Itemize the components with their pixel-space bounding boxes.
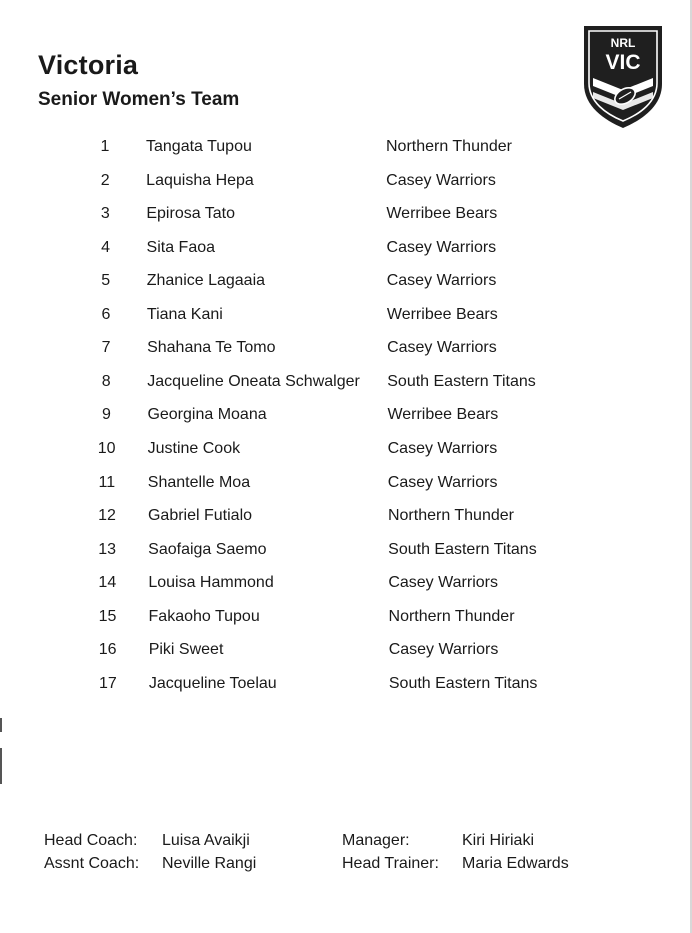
player-club: Northern Thunder: [387, 507, 514, 525]
roster-row: [90, 568, 650, 598]
player-club: Casey Warriors: [388, 641, 499, 659]
player-number: 3: [100, 205, 110, 223]
player-name: Piki Sweet: [148, 641, 224, 659]
player-number: 10: [97, 439, 116, 457]
roster-row: [91, 669, 651, 699]
roster-row: [90, 468, 650, 498]
player-club: Northern Thunder: [388, 607, 515, 625]
player-name: Jacqueline Oneata Schwalger: [147, 372, 360, 390]
player-club: Casey Warriors: [387, 473, 498, 491]
player-number: 17: [98, 674, 117, 692]
roster-row: [88, 166, 648, 196]
player-club: Casey Warriors: [386, 238, 497, 256]
roster-row: [88, 199, 648, 229]
player-number: 15: [98, 607, 117, 625]
player-club: Werribee Bears: [386, 205, 498, 223]
scan-edge-mark: [0, 718, 2, 732]
roster-row: [89, 233, 649, 263]
player-name: Laquisha Hepa: [146, 171, 254, 189]
player-name: Shahana Te Tomo: [147, 339, 276, 357]
player-name: Tangata Tupou: [146, 138, 252, 155]
player-club: South Eastern Titans: [388, 674, 538, 692]
player-name: Tiana Kani: [146, 305, 223, 323]
player-number: 6: [101, 305, 111, 323]
head-coach-value: Luisa Avaikji: [162, 832, 250, 849]
player-name: Shantelle Moa: [147, 473, 251, 491]
roster-row: [91, 635, 651, 665]
asst-coach-label: Assnt Coach:: [44, 855, 140, 872]
roster-row: [90, 434, 650, 464]
manager-value: Kiri Hiriaki: [462, 832, 534, 849]
logo-line2: VIC: [605, 51, 641, 74]
page-title: Victoria: [38, 50, 139, 80]
player-name: Zhanice Lagaaia: [146, 272, 266, 290]
player-number: 14: [98, 574, 117, 592]
nrl-vic-shield-logo-icon: [580, 22, 666, 130]
roster-row: [89, 367, 649, 397]
player-number: 12: [98, 507, 116, 525]
player-club: Casey Warriors: [386, 272, 497, 290]
roster-row: [90, 501, 650, 531]
page-subtitle: Senior Women’s Team: [38, 89, 240, 110]
player-club: Northern Thunder: [386, 138, 512, 155]
player-number: 2: [100, 171, 110, 189]
roster-row: [89, 266, 649, 296]
player-club: Casey Warriors: [387, 339, 497, 357]
roster-row: [91, 602, 651, 632]
roster-row: [89, 333, 649, 363]
player-name: Gabriel Futialo: [147, 507, 253, 525]
player-club: Werribee Bears: [386, 305, 498, 323]
player-club: Werribee Bears: [387, 406, 499, 424]
head-trainer-label: Head Trainer:: [342, 855, 439, 872]
player-club: Casey Warriors: [388, 574, 498, 592]
player-number: 13: [98, 540, 117, 558]
player-name: Justine Cook: [147, 439, 241, 457]
player-number: 8: [101, 372, 111, 390]
head-trainer-value: Maria Edwards: [462, 855, 569, 872]
roster-row: [90, 535, 650, 565]
player-number: 16: [98, 641, 117, 659]
player-number: 11: [98, 473, 116, 491]
player-name: Sita Faoa: [146, 238, 216, 256]
player-club: South Eastern Titans: [388, 540, 537, 558]
player-number: 7: [101, 339, 111, 357]
player-name: Fakaoho Tupou: [148, 607, 260, 625]
player-name: Georgina Moana: [147, 406, 267, 424]
roster-row: [89, 300, 649, 330]
player-number: 9: [101, 406, 111, 424]
player-name: Saofaiga Saemo: [148, 540, 267, 558]
player-name: Epirosa Tato: [146, 205, 236, 223]
logo-line1: NRL: [610, 36, 636, 50]
player-number: 5: [101, 272, 111, 290]
player-club: Casey Warriors: [386, 171, 496, 189]
manager-label: Manager:: [342, 832, 410, 849]
player-club: Casey Warriors: [387, 439, 498, 457]
roster-row: [88, 132, 648, 162]
player-name: Jacqueline Toelau: [148, 674, 277, 692]
player-number: 4: [101, 238, 110, 256]
head-coach-label: Head Coach:: [44, 832, 138, 849]
asst-coach-value: Neville Rangi: [162, 855, 257, 872]
player-number: 1: [100, 138, 110, 155]
player-name: Louisa Hammond: [148, 574, 274, 592]
scan-edge-mark: [0, 748, 2, 784]
player-club: South Eastern Titans: [387, 372, 536, 390]
roster-row: [89, 400, 649, 430]
